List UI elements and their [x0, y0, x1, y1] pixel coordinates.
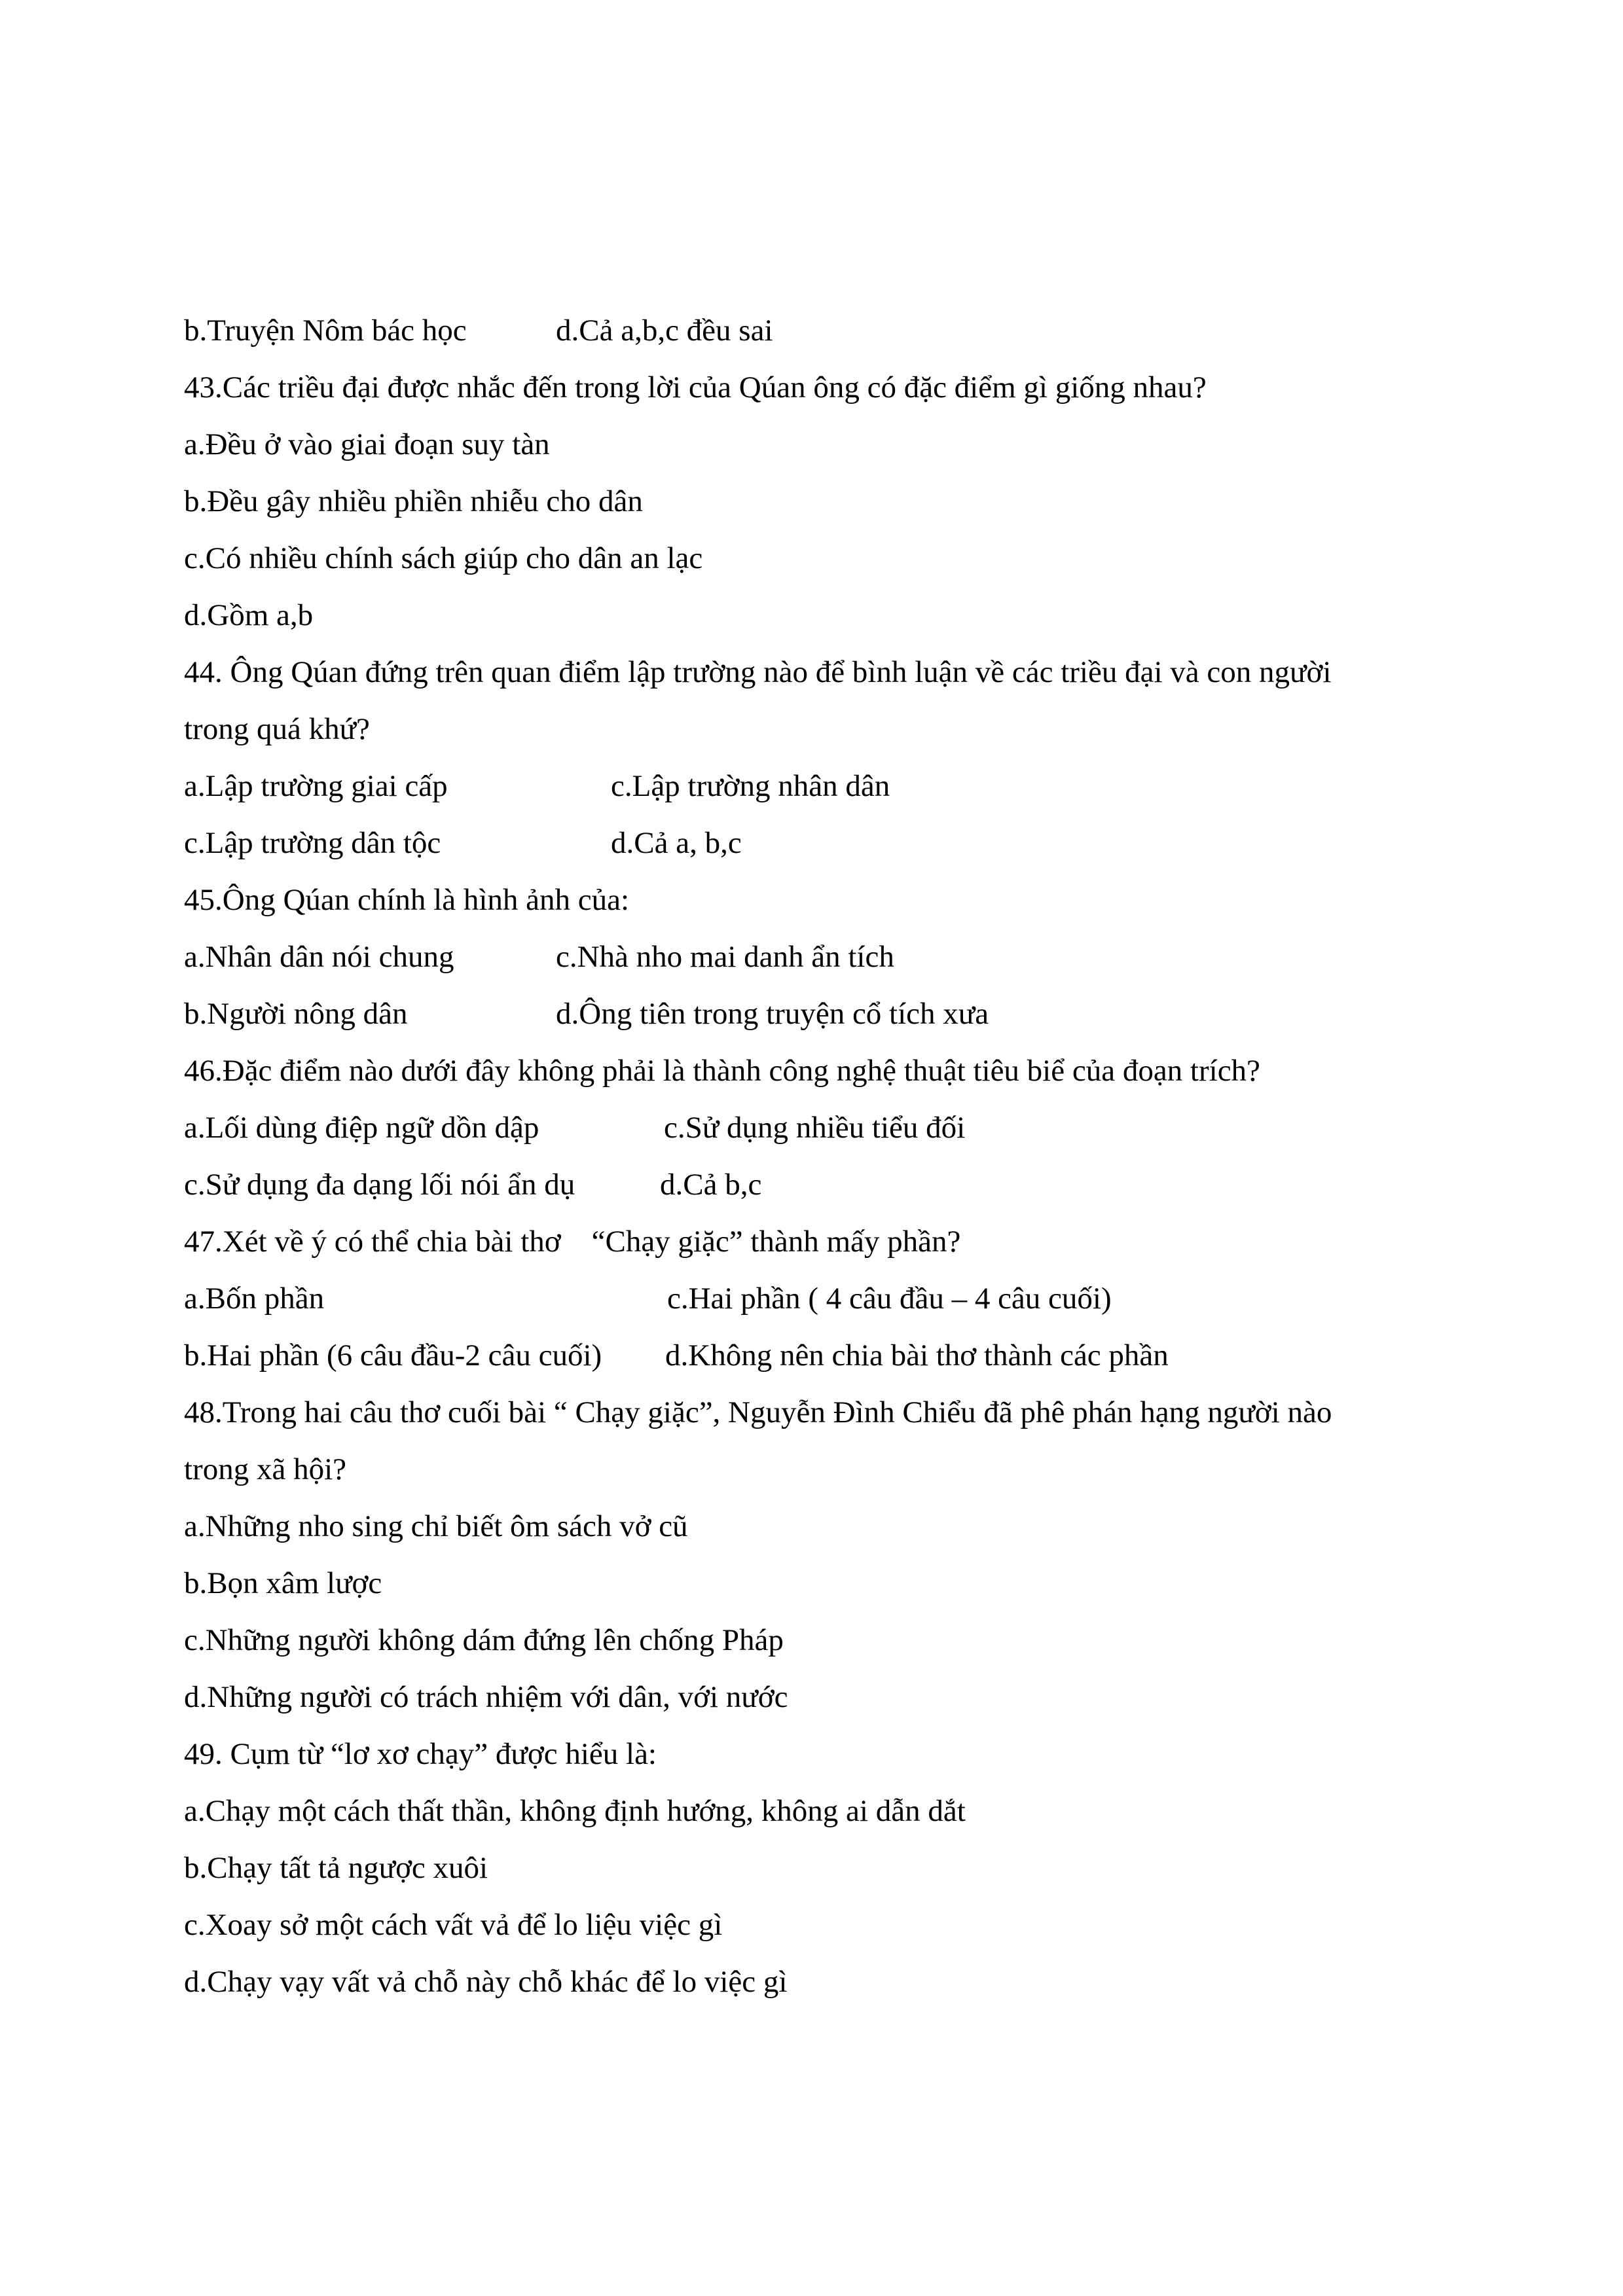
answer-options-line [184, 758, 1493, 815]
answer-options-line [184, 302, 1493, 359]
question-43: 43.Các triều đại được nhắc đến trong lời của Qúan ông có đặc điểm gì giống nhau? [184, 370, 1207, 404]
answer-options-line [184, 929, 1493, 986]
option-left: b.Hai phần (6 câu đầu-2 câu cuối) [184, 1338, 602, 1372]
answer-options-line [184, 1327, 1493, 1384]
option-left: a.Nhân dân nói chung [184, 940, 454, 974]
option-right: c.Nhà nho mai danh ẩn tích [556, 940, 894, 974]
option-line: d.Những người có trách nhiệm với dân, với nước [184, 1680, 788, 1714]
option-right: d.Cả a, b,c [611, 826, 742, 860]
option-left: a.Lập trường giai cấp [184, 769, 448, 803]
question-48-continued: trong xã hội? [184, 1452, 346, 1486]
option-line: a.Đều ở vào giai đoạn suy tàn [184, 427, 550, 461]
option-line: b.Bọn xâm lược [184, 1566, 382, 1600]
option-line: d.Gồm a,b [184, 598, 314, 632]
option-line: c.Những người không dám đứng lên chống Pháp [184, 1623, 784, 1657]
question-44-continued: trong quá khứ? [184, 712, 370, 746]
option-right: d.Cả a,b,c đều sai [556, 314, 773, 348]
question-48: 48.Trong hai câu thơ cuối bài “ Chạy giặc”, Nguyễn Đình Chiểu đã phê phán hạng người nào [184, 1395, 1332, 1429]
option-line: d.Chạy vạy vất vả chỗ này chỗ khác để lo việc gì [184, 1965, 788, 1999]
option-right: c.Sử dụng nhiều tiểu đối [664, 1111, 966, 1145]
option-left: b.Người nông dân [184, 997, 408, 1031]
answer-options-line [184, 1270, 1493, 1327]
option-left: c.Lập trường dân tộc [184, 826, 441, 860]
option-line: c.Có nhiều chính sách giúp cho dân an lạc [184, 541, 703, 575]
question-49: 49. Cụm từ “lơ xơ chạy” được hiểu là: [184, 1737, 657, 1771]
question-46: 46.Đặc điểm nào dưới đây không phải là thành công nghệ thuật tiêu biể của đoạn trích? [184, 1054, 1260, 1088]
option-right: d.Ông tiên trong truyện cổ tích xưa [556, 997, 989, 1031]
option-left: b.Truyện Nôm bác học [184, 314, 467, 348]
answer-options-line [184, 1157, 1493, 1213]
option-left: c.Sử dụng đa dạng lối nói ẩn dụ [184, 1168, 575, 1202]
option-line: a.Những nho sing chỉ biết ôm sách vở cũ [184, 1509, 688, 1543]
option-right: c.Lập trường nhân dân [611, 769, 890, 803]
answer-options-line [184, 986, 1493, 1043]
option-right: d.Không nên chia bài thơ thành các phần [665, 1338, 1169, 1372]
option-left: a.Bốn phần [184, 1282, 325, 1316]
option-line: b.Đều gây nhiều phiền nhiễu cho dân [184, 484, 643, 518]
answer-options-line [184, 1100, 1493, 1157]
option-line: b.Chạy tất tả ngược xuôi [184, 1851, 488, 1885]
option-right: c.Hai phần ( 4 câu đầu – 4 câu cuối) [667, 1282, 1112, 1316]
answer-options-line [184, 815, 1493, 872]
document-page [184, 302, 1493, 2011]
option-line: a.Chạy một cách thất thần, không định hướng, không ai dẫn dắt [184, 1794, 966, 1828]
question-47: 47.Xét về ý có thể chia bài thơ “Chạy giặc” thành mấy phần? [184, 1225, 961, 1259]
option-left: a.Lối dùng điệp ngữ dồn dập [184, 1111, 539, 1145]
question-45: 45.Ông Qúan chính là hình ảnh của: [184, 883, 630, 917]
option-line: c.Xoay sở một cách vất vả để lo liệu việc gì [184, 1908, 723, 1942]
option-right: d.Cả b,c [660, 1168, 762, 1202]
question-44: 44. Ông Qúan đứng trên quan điểm lập trường nào để bình luận về các triều đại và con người [184, 655, 1332, 689]
